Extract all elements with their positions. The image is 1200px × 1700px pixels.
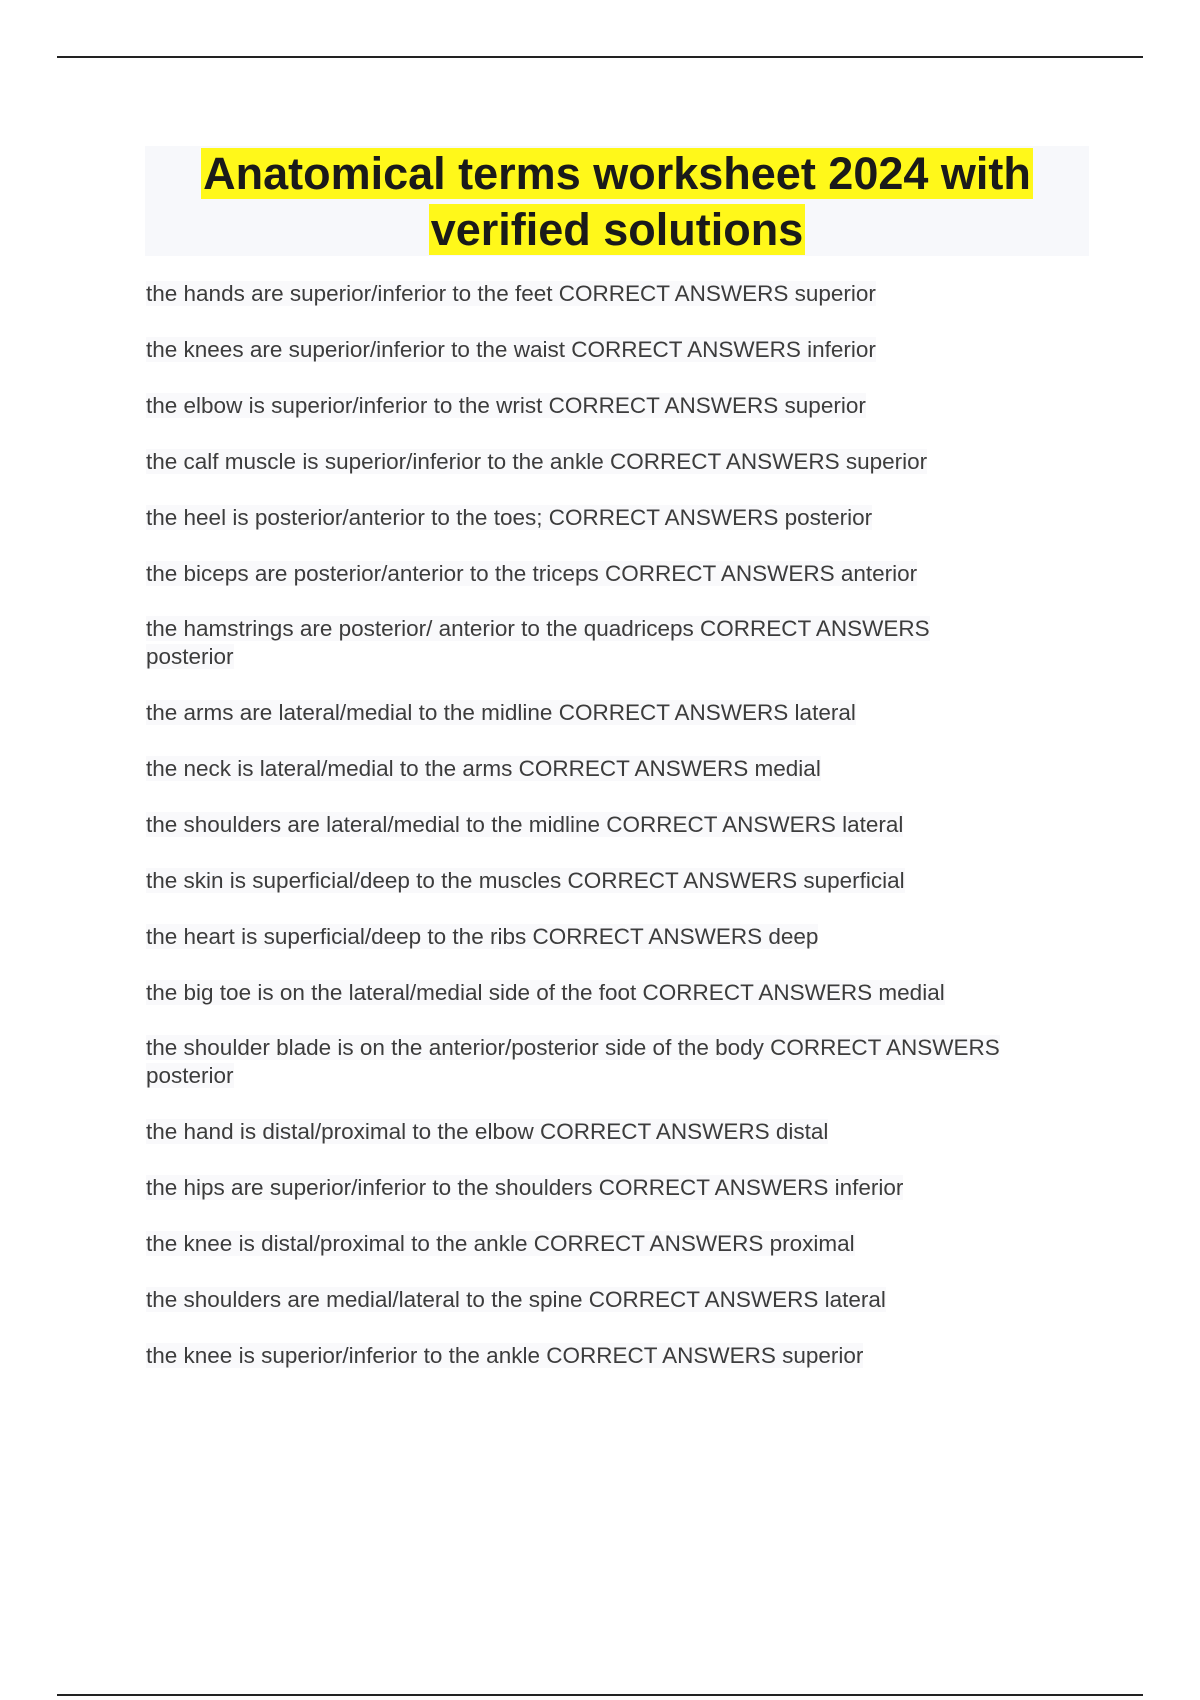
qa-item — [146, 448, 1096, 476]
qa-item-text: the shoulder blade is on the anterior/posterior side of the body CORRECT ANSWERS posterior — [146, 1035, 1000, 1088]
bottom-rule — [57, 1694, 1143, 1696]
qa-item-text: the neck is lateral/medial to the arms CORRECT ANSWERS medial — [146, 756, 821, 781]
qa-item-text: the hand is distal/proximal to the elbow CORRECT ANSWERS distal — [146, 1119, 829, 1144]
qa-item — [146, 699, 1096, 727]
qa-item — [146, 811, 1096, 839]
top-rule — [57, 56, 1143, 58]
qa-item — [146, 504, 1096, 532]
title-box — [145, 146, 1089, 256]
qa-item-text: the knee is distal/proximal to the ankle CORRECT ANSWERS proximal — [146, 1231, 855, 1256]
qa-item — [146, 615, 1006, 671]
qa-item — [146, 867, 1096, 895]
qa-item-text: the shoulders are lateral/medial to the midline CORRECT ANSWERS lateral — [146, 812, 904, 837]
page-title — [145, 146, 1089, 258]
qa-item-text: the arms are lateral/medial to the midline CORRECT ANSWERS lateral — [146, 700, 856, 725]
title-line-1: Anatomical terms worksheet 2024 with — [203, 148, 1031, 199]
qa-item — [146, 280, 1096, 308]
qa-item-text: the calf muscle is superior/inferior to the ankle CORRECT ANSWERS superior — [146, 449, 928, 474]
qa-item — [146, 1342, 1096, 1370]
qa-item-text: the skin is superficial/deep to the muscles CORRECT ANSWERS superficial — [146, 868, 905, 893]
qa-list — [146, 280, 1096, 1370]
qa-item — [146, 560, 1096, 588]
qa-item — [146, 755, 1096, 783]
qa-item-text: the heart is superficial/deep to the ribs CORRECT ANSWERS deep — [146, 924, 819, 949]
qa-item — [146, 1230, 1096, 1258]
qa-item — [146, 1034, 1076, 1090]
qa-item-text: the shoulders are medial/lateral to the spine CORRECT ANSWERS lateral — [146, 1287, 886, 1312]
qa-item-text: the hips are superior/inferior to the shoulders CORRECT ANSWERS inferior — [146, 1175, 904, 1200]
qa-item — [146, 1174, 1096, 1202]
qa-item — [146, 979, 1096, 1007]
qa-item — [146, 1118, 1096, 1146]
qa-item-text: the knees are superior/inferior to the waist CORRECT ANSWERS inferior — [146, 337, 876, 362]
qa-item — [146, 923, 1096, 951]
qa-item — [146, 336, 1096, 364]
title-line-2: verified solutions — [430, 204, 804, 255]
qa-item-text: the heel is posterior/anterior to the toes; CORRECT ANSWERS posterior — [146, 505, 873, 530]
qa-item-text: the knee is superior/inferior to the ankle CORRECT ANSWERS superior — [146, 1343, 864, 1368]
qa-item — [146, 1286, 1096, 1314]
qa-item-text: the big toe is on the lateral/medial side of the foot CORRECT ANSWERS medial — [146, 980, 945, 1005]
qa-item-text: the elbow is superior/inferior to the wrist CORRECT ANSWERS superior — [146, 393, 866, 418]
qa-item-text: the biceps are posterior/anterior to the triceps CORRECT ANSWERS anterior — [146, 561, 918, 586]
qa-item-text: the hands are superior/inferior to the feet CORRECT ANSWERS superior — [146, 281, 876, 306]
qa-item — [146, 392, 1096, 420]
qa-item-text: the hamstrings are posterior/ anterior to the quadriceps CORRECT ANSWERS posterior — [146, 616, 930, 669]
